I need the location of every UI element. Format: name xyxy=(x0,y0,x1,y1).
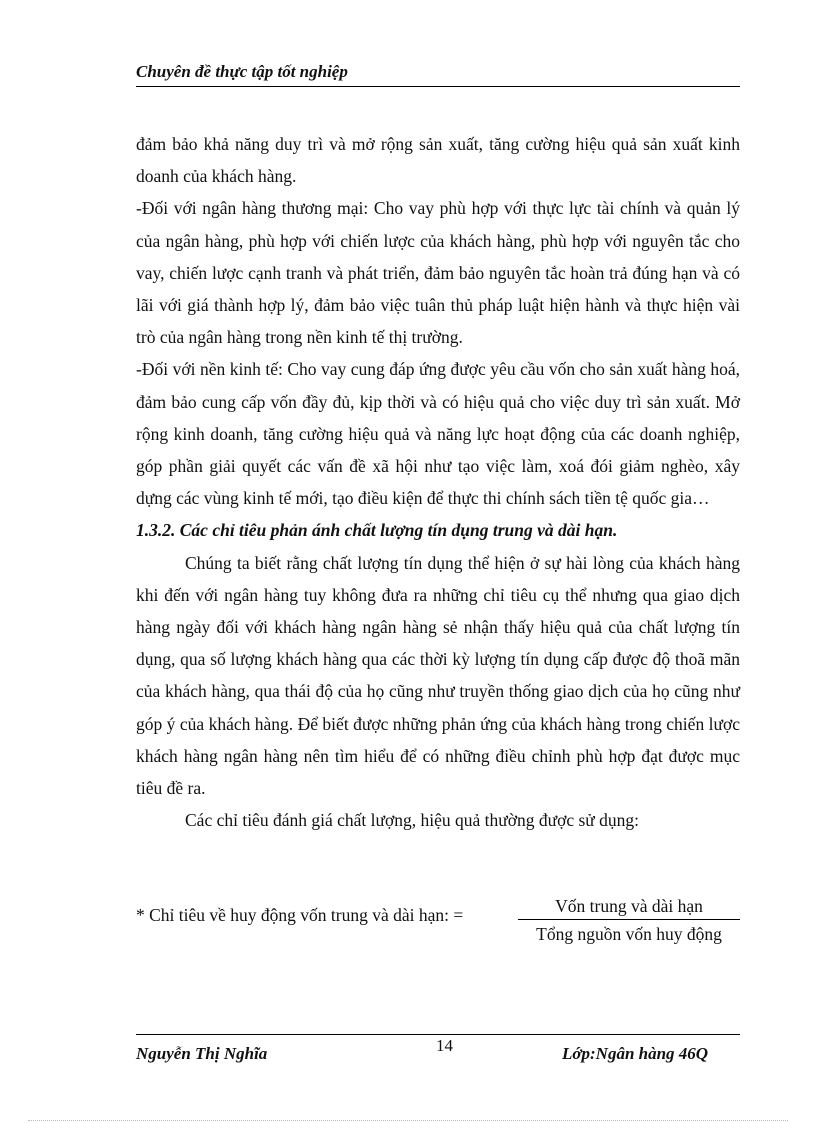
formula-numerator: Vốn trung và dài hạn xyxy=(518,893,740,920)
paragraph-credit-quality: Chúng ta biết rằng chất lượng tín dụng thể hiện ở sự hài lòng của khách hàng khi đến với ngân hàng tuy không đưa ra những chỉ tiêu cụ thể nhưng qua giao dịch hàng ngày đối với khách hàng ngân hàng sẻ nhận thấy hiệu quả của chất lượng tín dụng, qua số lượng khách hàng qua các thời kỳ lượng tín dụng cấp được độ thoã mãn của khách hàng, qua thái độ của họ cũng như truyền thống giao dịch của họ cũng như góp ý của khách hàng. Để biết được những phản ứng của khách hàng trong chiến lược khách hàng ngân hàng nên tìm hiểu để có những điều chỉnh phù hợp đạt được mục tiêu đề ra. xyxy=(136,552,740,799)
paragraph-economy: -Đối với nền kinh tế: Cho vay cung đáp ứng được yêu cầu vốn cho sản xuất hàng hoá, đảm bảo cung cấp vốn đầy đủ, kịp thời và có hiệu quả cho việc duy trì sản xuất. Mở rộng kinh doanh, tăng cường hiệu quả và năng lực hoạt động của các doanh nghiệp, góp phần giải quyết các vấn đề xã hội như tạo việc làm, xoá đói giảm nghèo, xây dựng các vùng kinh tế mới, tạo điều kiện để thực thi chính sách tiền tệ quốc gia… xyxy=(136,359,740,509)
page-number: 14 xyxy=(436,1036,453,1055)
formula xyxy=(136,893,746,953)
page-header-title: Chuyên đề thực tập tốt nghiệp xyxy=(136,62,740,87)
formula-label: * Chỉ tiêu về huy động vốn trung và dài hạn: = xyxy=(136,905,464,925)
paragraph-continuation: đảm bảo khả năng duy trì và mở rộng sản xuất, tăng cường hiệu quả sản xuất kinh doanh của khách hàng. xyxy=(136,134,740,187)
footer-divider xyxy=(136,1034,740,1035)
formula-fraction xyxy=(518,893,740,948)
footer-class: Lớp:Ngân hàng 46Q xyxy=(562,1044,709,1063)
paragraph-indicators-intro: Các chỉ tiêu đánh giá chất lượng, hiệu quả thường được sử dụng: xyxy=(185,810,640,831)
page-edge-divider xyxy=(28,1120,788,1121)
section-heading: 1.3.2. Các chỉ tiêu phản ánh chất lượng tín dụng trung và dài hạn. xyxy=(136,520,618,541)
formula-denominator: Tổng nguồn vốn huy động xyxy=(536,924,722,944)
footer-author: Nguyễn Thị Nghĩa xyxy=(136,1044,268,1063)
main-text xyxy=(136,128,740,836)
paragraph-commercial-banks: -Đối với ngân hàng thương mại: Cho vay phù hợp với thực lực tài chính và quản lý của ngân hàng, phù hợp với chiến lược của khách hàng, phù hợp với nguyên tắc cho vay, chiến lược cạnh tranh và phát triển, đảm bảo nguyên tắc hoàn trả đúng hạn và có lãi với giá thành hợp lý, đảm bảo việc tuân thủ pháp luật hiện hành và thực hiện vài trò của ngân hàng trong nền kinh tế thị trường. xyxy=(136,198,740,348)
